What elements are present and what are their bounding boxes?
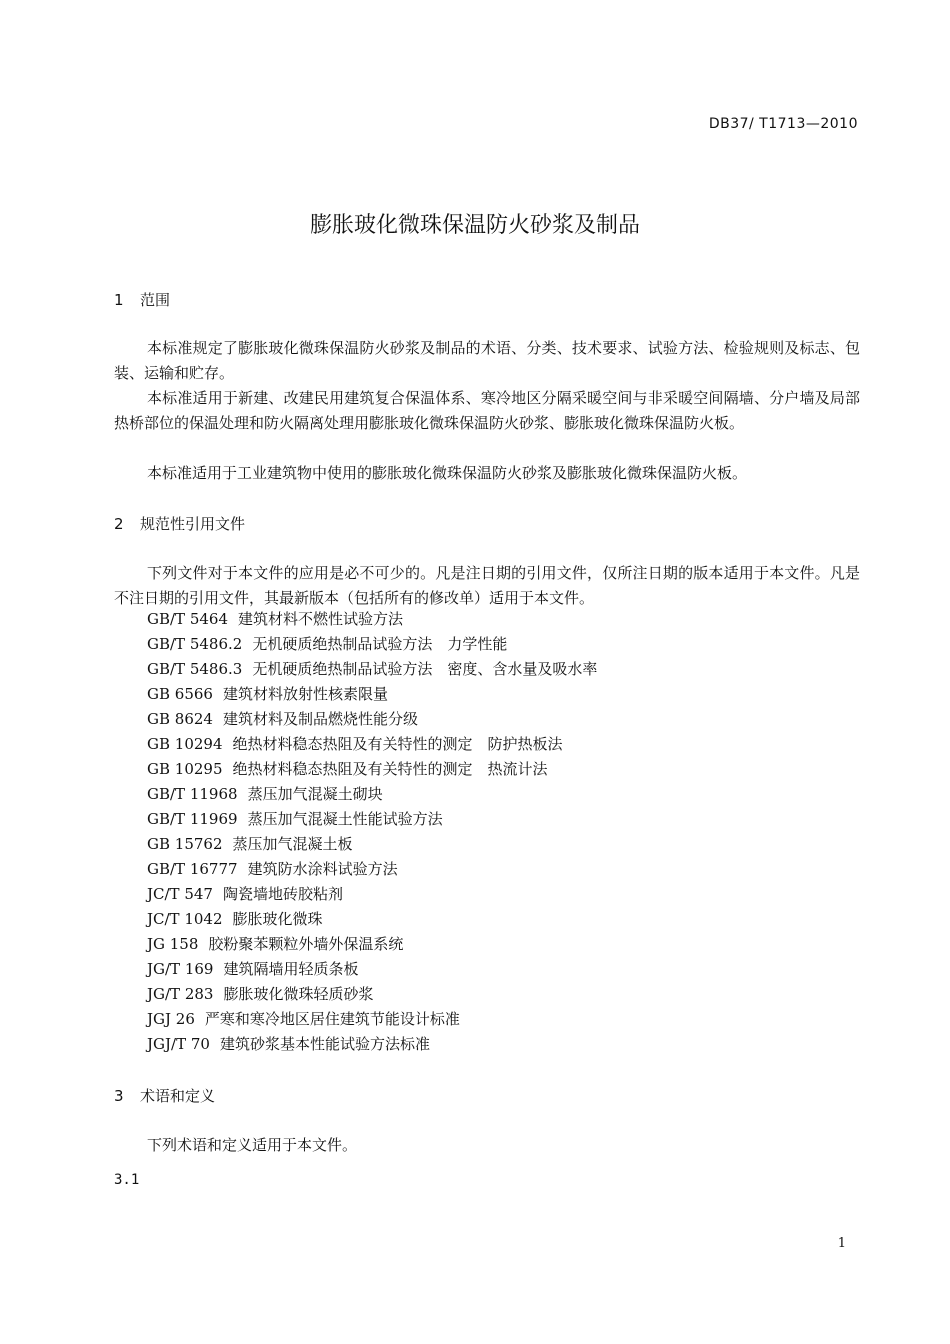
reference-code: JG 158	[147, 935, 199, 953]
reference-item	[147, 607, 597, 632]
reference-item	[147, 657, 597, 682]
reference-item	[147, 982, 597, 1007]
reference-item	[147, 707, 597, 732]
reference-code: GB/T 5486.3	[147, 660, 243, 678]
section-1-heading	[114, 289, 170, 310]
reference-item	[147, 957, 597, 982]
reference-code: GB/T 16777	[147, 860, 238, 878]
reference-item	[147, 907, 597, 932]
reference-code: JG/T 169	[147, 960, 214, 978]
reference-title: 建筑材料不燃性试验方法	[238, 610, 404, 628]
reference-code: GB/T 5486.2	[147, 635, 243, 653]
reference-list	[147, 607, 597, 1057]
reference-item	[147, 807, 597, 832]
reference-item	[147, 632, 597, 657]
reference-code: GB 10294	[147, 735, 223, 753]
terms-intro: 下列术语和定义适用于本文件。	[147, 1136, 358, 1154]
reference-title: 无机硬质绝热制品试验方法 力学性能	[252, 635, 508, 653]
references-intro: 下列文件对于本文件的应用是必不可少的。凡是注日期的引用文件，仅所注日期的版本适用于本文件。凡是不注日期的引用文件，其最新版本（包括所有的修改单）适用于本文件。	[114, 564, 860, 607]
subsection-number: 3.1	[114, 1172, 140, 1188]
scope-paragraph-1: 本标准规定了膨胀玻化微珠保温防火砂浆及制品的术语、分类、技术要求、试验方法、检验规则及标志、包装、运输和贮存。	[114, 339, 860, 382]
reference-item	[147, 1032, 597, 1057]
reference-title: 建筑防水涂料试验方法	[247, 860, 398, 878]
section-number: 2	[114, 515, 124, 533]
reference-item	[147, 832, 597, 857]
reference-code: GB 8624	[147, 710, 213, 728]
reference-title: 建筑隔墙用轻质条板	[223, 960, 359, 978]
page-number: 1	[837, 1236, 846, 1251]
reference-title: 蒸压加气混凝土性能试验方法	[247, 810, 443, 828]
standard-code: DB37/ T1713—2010	[708, 116, 858, 132]
reference-title: 绝热材料稳态热阻及有关特性的测定 防护热板法	[232, 735, 563, 753]
reference-code: GB 15762	[147, 835, 223, 853]
section-title: 范围	[140, 291, 171, 309]
reference-title: 绝热材料稳态热阻及有关特性的测定 热流计法	[232, 760, 548, 778]
reference-code: GB/T 11969	[147, 810, 238, 828]
document-title: 膨胀玻化微珠保温防火砂浆及制品	[309, 213, 640, 238]
section-title: 术语和定义	[140, 1087, 216, 1105]
reference-code: JG/T 283	[147, 985, 214, 1003]
reference-title: 建筑材料及制品燃烧性能分级	[222, 710, 418, 728]
reference-title: 膨胀玻化微珠	[232, 910, 323, 928]
section-number: 1	[114, 291, 124, 309]
reference-title: 陶瓷墙地砖胶粘剂	[222, 885, 343, 903]
reference-title: 建筑砂浆基本性能试验方法标准	[219, 1035, 430, 1053]
reference-item	[147, 1007, 597, 1032]
reference-title: 膨胀玻化微珠轻质砂浆	[223, 985, 374, 1003]
section-number: 3	[114, 1087, 124, 1105]
reference-title: 严寒和寒冷地区居住建筑节能设计标准	[204, 1010, 460, 1028]
reference-code: JC/T 547	[147, 885, 213, 903]
reference-title: 蒸压加气混凝土板	[232, 835, 353, 853]
reference-code: GB 6566	[147, 685, 213, 703]
reference-code: JGJ/T 70	[147, 1035, 210, 1053]
reference-title: 无机硬质绝热制品试验方法 密度、含水量及吸水率	[252, 660, 598, 678]
reference-item	[147, 932, 597, 957]
reference-code: JGJ 26	[147, 1010, 195, 1028]
reference-title: 建筑材料放射性核素限量	[222, 685, 388, 703]
reference-code: GB/T 5464	[147, 610, 229, 628]
section-2-heading	[114, 513, 245, 534]
reference-code: GB 10295	[147, 760, 223, 778]
reference-title: 蒸压加气混凝土砌块	[247, 785, 383, 803]
reference-item	[147, 732, 597, 757]
section-title: 规范性引用文件	[140, 515, 246, 533]
reference-code: JC/T 1042	[147, 910, 223, 928]
reference-item	[147, 782, 597, 807]
reference-code: GB/T 11968	[147, 785, 238, 803]
reference-item	[147, 682, 597, 707]
reference-item	[147, 857, 597, 882]
reference-item	[147, 882, 597, 907]
reference-item	[147, 757, 597, 782]
scope-paragraph-3: 本标准适用于工业建筑物中使用的膨胀玻化微珠保温防火砂浆及膨胀玻化微珠保温防火板。	[147, 464, 748, 482]
section-3-heading	[114, 1085, 215, 1106]
reference-title: 胶粉聚苯颗粒外墙外保温系统	[208, 935, 404, 953]
scope-paragraph-2: 本标准适用于新建、改建民用建筑复合保温体系、寒冷地区分隔采暖空间与非采暖空间隔墙、分户墙及局部热桥部位的保温处理和防火隔离处理用膨胀玻化微珠保温防火砂浆、膨胀玻化微珠保温防火板。	[114, 389, 860, 432]
